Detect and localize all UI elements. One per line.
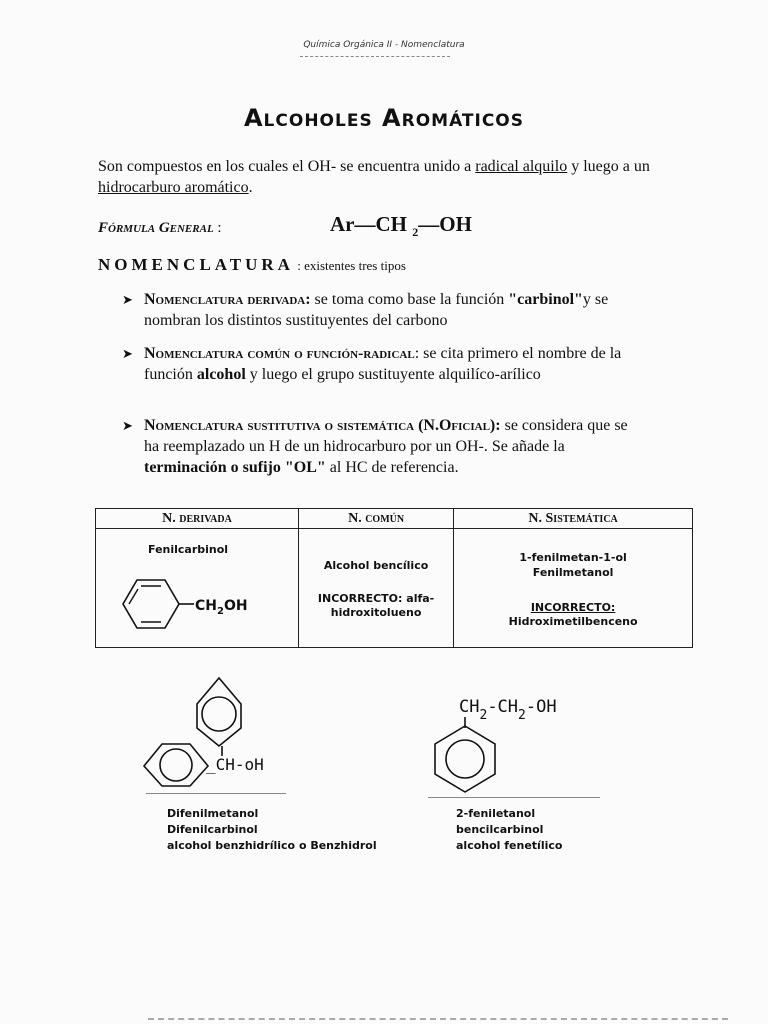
difenilmetanol-structure (140, 674, 300, 792)
benzene-ring-icon (116, 574, 256, 634)
difenilmetanol-names (167, 806, 377, 854)
intro-term-radical-alquilo: radical alquilo (475, 158, 568, 175)
bullet-bold: alcohol (196, 366, 246, 383)
bullet-text: se considera que se ha reemplazado un H de un hidrocarburo por un OH-. Se añade la (144, 417, 628, 455)
formula-part-a: Ar—CH (330, 212, 413, 236)
col-header-sistematica: N. Sistemática (454, 509, 693, 529)
intro-text-1: Son compuestos en los cuales el OH- se encuentra unido a (98, 158, 476, 175)
bullet-comun (122, 343, 642, 385)
chain-sub-2: 2 (518, 708, 526, 723)
sistematica-incorrect (454, 601, 692, 629)
formula-general-colon: : (213, 220, 222, 236)
chain-sub-1: 2 (479, 708, 488, 723)
sistematica-incorrect-value: Hidroximetilbenceno (508, 615, 638, 628)
footer-divider (148, 1018, 728, 1020)
derivada-group: CH (195, 598, 217, 614)
chain-b: -CH (487, 697, 519, 717)
intro-text-3: . (248, 179, 253, 196)
intro-paragraph (98, 156, 658, 198)
svg-text:CH2OH (195, 598, 248, 617)
comun-incorrect (299, 592, 453, 620)
derivada-group-tail: OH (223, 598, 248, 614)
derivada-name: Fenilcarbinol (148, 543, 229, 556)
comun-name: Alcohol bencílico (323, 559, 429, 572)
chain-c: -OH (525, 697, 557, 717)
nomenclatura-heading (98, 255, 406, 275)
formula-general (330, 212, 472, 240)
formula-part-b: —OH (418, 212, 472, 236)
sistematica-name-1: 1-fenilmetan-1-ol (519, 551, 627, 564)
bullet-text: y luego el grupo sustituyente alquilíco-arílico (245, 366, 541, 383)
cell-derivada (96, 529, 299, 648)
bullet-text: : se cita primero el nombre de la función (144, 345, 622, 383)
cell-comun (298, 529, 453, 648)
svg-text:CH2-CH2-OH (459, 697, 557, 723)
name-line: Difenilcarbinol (167, 823, 258, 836)
header-divider (300, 56, 450, 57)
chain-a: CH (459, 697, 480, 717)
name-line: alcohol fenetílico (456, 839, 563, 852)
nomenclature-table (95, 508, 693, 648)
page-title: Alcoholes Aromáticos (243, 104, 525, 132)
col-header-derivada: N. derivada (96, 509, 299, 529)
cell-sistematica (454, 529, 693, 648)
bullet-title: Nomenclatura sustitutiva o sistemática (N.Oficial): (144, 417, 501, 434)
nomenclatura-subtitle: : existentes tres tipos (293, 258, 406, 273)
bullet-text: se toma como base la función (310, 291, 509, 308)
name-line: Difenilmetanol (167, 807, 259, 820)
arrow-bullet-icon: ➤ (122, 292, 133, 307)
formula-general-label (98, 220, 222, 237)
bullet-sistematica (122, 415, 642, 478)
sistematica-name-2: Fenilmetanol (532, 566, 614, 579)
name-line: alcohol benzhidrílico o Benzhidrol (167, 839, 377, 852)
arrow-bullet-icon: ➤ (122, 346, 133, 361)
comun-incorrect-value: alfa-hidroxitolueno (330, 592, 435, 619)
bullet-bold: terminación o sufijo "OL" (144, 459, 326, 476)
name-line: bencilcarbinol (456, 823, 544, 836)
divider-left (146, 793, 286, 794)
col-header-comun: N. común (298, 509, 453, 529)
page-header: Química Orgánica II - Nomenclatura (303, 40, 465, 50)
formula-subscript: 2 (412, 225, 419, 240)
arrow-bullet-icon: ➤ (122, 418, 133, 433)
sistematica-incorrect-label: INCORRECTO: (530, 601, 616, 614)
bullet-text: y se nombran los distintos sustituyentes del carbono (144, 291, 609, 329)
bullet-bold: "carbinol" (508, 291, 583, 308)
derivada-group-sub: 2 (217, 606, 224, 617)
feniletanol-names (456, 806, 562, 854)
bullet-text: al HC de referencia. (325, 459, 459, 476)
name-line: 2-feniletanol (456, 807, 536, 820)
comun-incorrect-label: INCORRECTO: (317, 592, 403, 605)
feniletanol-structure (425, 690, 625, 794)
formula-general-label-text: Fórmula General (98, 220, 214, 236)
intro-text-2: y luego a un (567, 158, 650, 175)
sistematica-names (454, 550, 692, 580)
nomenclatura-title: NOMENCLATURA (98, 255, 294, 274)
difenilmetanol-group: _CH-oH (206, 755, 264, 774)
bullet-derivada (122, 289, 642, 331)
intro-term-hidrocarburo: hidrocarburo aromático (98, 179, 249, 196)
bullet-title: Nomenclatura derivada: (144, 291, 311, 308)
divider-right (428, 797, 600, 798)
bullet-title: Nomenclatura común o función-radical (144, 345, 415, 362)
